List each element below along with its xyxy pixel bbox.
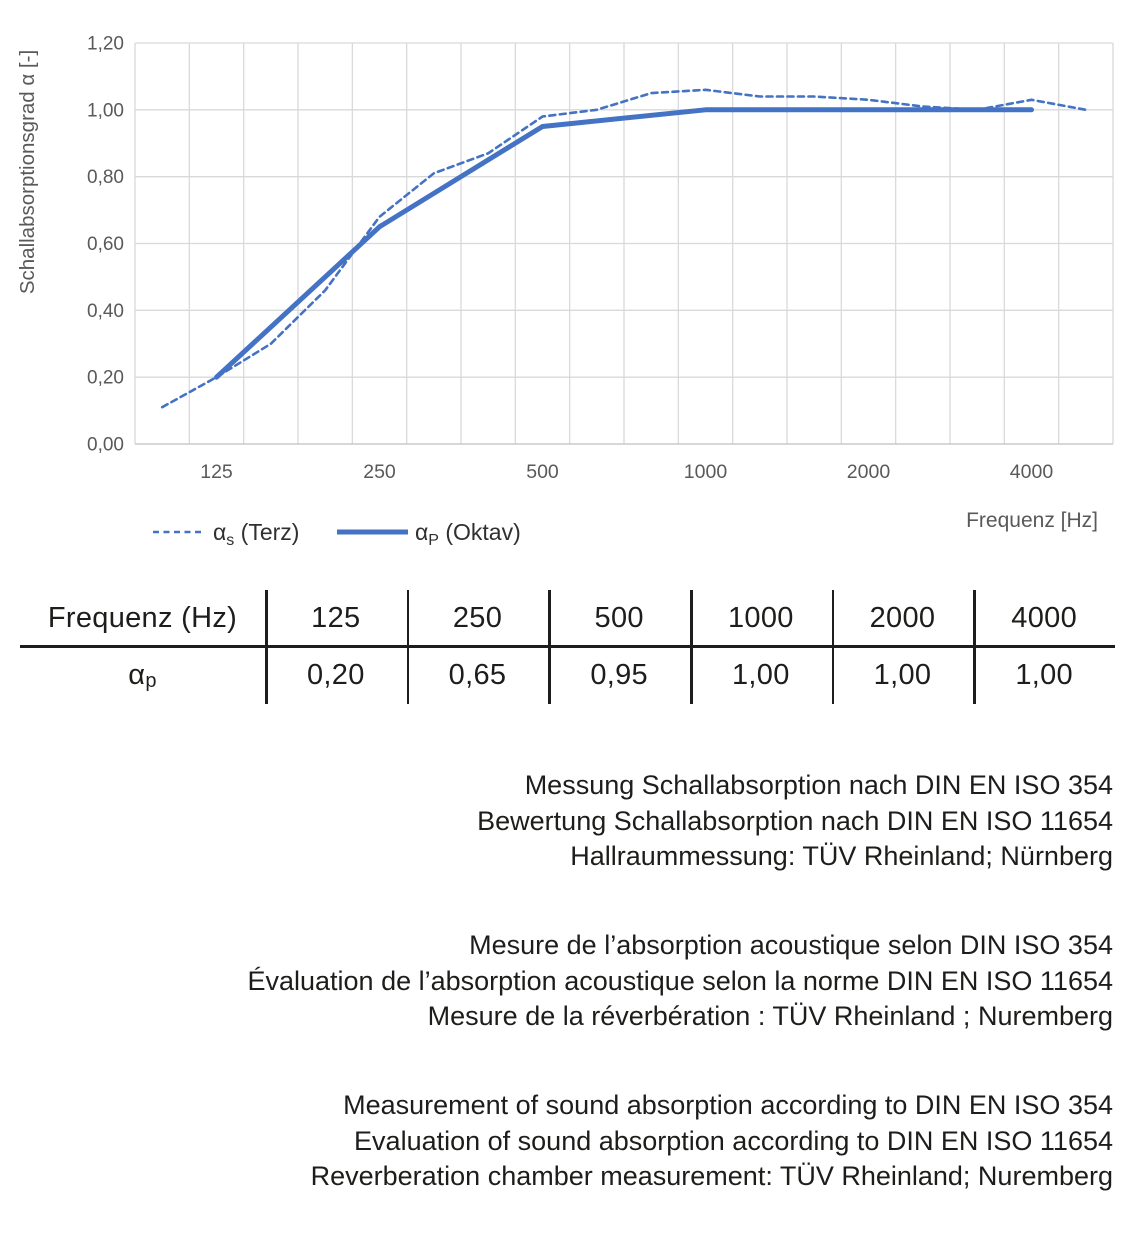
table-value-500: 0,95 [590, 659, 648, 691]
note-line: Measurement of sound absorption according to DIN EN ISO 354 [343, 1090, 1113, 1120]
x-axis-title: Frequenz [Hz] [966, 509, 1098, 532]
table-header-frequency: Frequenz (Hz) [47, 602, 238, 634]
x-tick-label: 125 [200, 461, 233, 483]
note-line: Évaluation de l’absorption acoustique selon la norme DIN EN ISO 11654 [247, 965, 1113, 996]
grid [135, 43, 1113, 444]
table-divider [832, 590, 835, 704]
table-row-label-alpha-p: α p [128, 659, 157, 692]
absorption-chart [0, 0, 1135, 570]
table-header-500: 500 [594, 602, 644, 634]
table-horizontal-rule [20, 645, 1115, 648]
note-block-french [247, 928, 1113, 1035]
note-line: Hallraummessung: TÜV Rheinland; Nürnberg [570, 841, 1113, 871]
x-axis-ticks [200, 461, 1053, 483]
y-tick-label: 0,20 [87, 367, 124, 389]
table-value-1000: 1,00 [732, 659, 790, 691]
table-divider [690, 590, 693, 704]
alpha-p-table [20, 590, 1115, 704]
y-axis-ticks [87, 34, 124, 456]
table-divider [548, 590, 551, 704]
legend-label: $\alpha_s$ (Terz) [213, 519, 300, 549]
table-header-1000: 1000 [727, 602, 794, 634]
table-value-4000: 1,00 [1015, 659, 1073, 691]
table-header-250: 250 [452, 602, 503, 634]
x-tick-label: 4000 [1009, 461, 1054, 483]
table-divider [265, 590, 268, 704]
note-line: Evaluation of sound absorption according to DIN EN ISO 11654 [354, 1125, 1113, 1156]
table-header-125: 125 [311, 602, 361, 634]
note-line: Bewertung Schallabsorption nach DIN EN ISO 11654 [477, 805, 1113, 836]
legend-label: $\alpha_P$ (Oktav) [415, 519, 521, 549]
table-header-4000: 4000 [1011, 602, 1078, 634]
y-tick-label: 1,00 [87, 100, 124, 122]
chart-legend [153, 519, 521, 549]
y-tick-label: 1,20 [87, 33, 124, 55]
note-block-english [311, 1088, 1113, 1195]
note-line: Mesure de la réverbération : TÜV Rheinland ; Nuremberg [427, 1001, 1113, 1031]
x-tick-label: 250 [363, 461, 396, 483]
alpha-glyph: α [128, 659, 146, 691]
table-divider [407, 590, 410, 704]
y-tick-label: 0,40 [87, 300, 124, 322]
table-header-2000: 2000 [869, 602, 936, 634]
y-axis-title: Schallabsorptionsgrad α [-] [16, 49, 39, 295]
y-tick-label: 0,60 [87, 234, 124, 255]
table-value-250: 0,65 [448, 659, 507, 691]
note-line: Mesure de l’absorption acoustique selon DIN ISO 354 [469, 930, 1113, 960]
x-tick-label: 1000 [683, 461, 728, 483]
table-divider [973, 590, 976, 704]
x-tick-label: 2000 [846, 461, 891, 483]
y-tick-label: 0,00 [87, 434, 124, 456]
table-value-2000: 1,00 [873, 659, 932, 691]
x-tick-label: 500 [526, 461, 559, 483]
note-block-german [477, 768, 1113, 875]
y-tick-label: 0,80 [87, 167, 124, 189]
table-value-125: 0,20 [307, 659, 365, 691]
note-line: Reverberation chamber measurement: TÜV Rheinland; Nuremberg [310, 1161, 1113, 1191]
note-line: Messung Schallabsorption nach DIN EN ISO 354 [524, 770, 1113, 800]
